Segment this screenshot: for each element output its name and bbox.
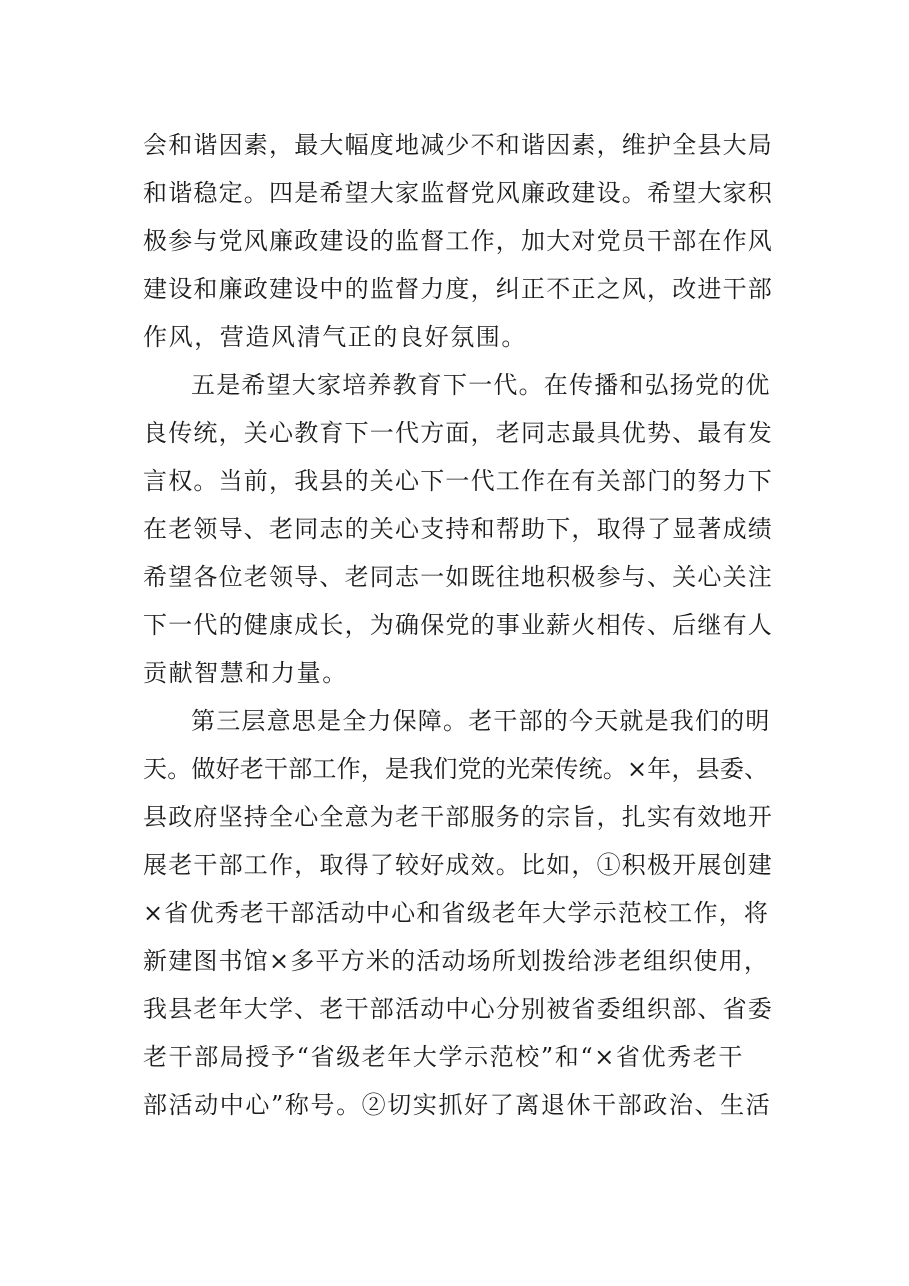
text-line: 会和谐因素，最大幅度地减少不和谐因素，维护全县大局 — [143, 131, 773, 159]
text-line: 下一代的健康成长，为确保党的事业薪火相传、后继有人 — [143, 611, 773, 639]
text-line: 和谐稳定。四是希望大家监督党风廉政建设。希望大家积 — [143, 179, 773, 207]
text-line: 老干部局授予“省级老年大学示范校”和“×省优秀老干 — [143, 1043, 744, 1071]
text-line: 展老干部工作，取得了较好成效。比如，①积极开展创建 — [143, 851, 773, 879]
text-line: 言权。当前，我县的关心下一代工作在有关部门的努力下 — [143, 467, 773, 495]
text-line: 我县老年大学、老干部活动中心分别被省委组织部、省委 — [143, 995, 773, 1023]
text-line: 部活动中心”称号。②切实抓好了离退休干部政治、生活 — [143, 1091, 772, 1119]
text-line: ×省优秀老干部活动中心和省级老年大学示范校工作，将 — [143, 899, 770, 927]
text-line: 建设和廉政建设中的监督力度，纠正不正之风，改进干部 — [143, 275, 773, 303]
text-line: 在老领导、老同志的关心支持和帮助下，取得了显著成绩 — [143, 515, 773, 543]
text-line: 贡献智慧和力量。 — [143, 659, 348, 687]
text-line: 县政府坚持全心全意为老干部服务的宗旨，扎实有效地开 — [143, 803, 773, 831]
paragraph-first-line: 第三层意思是全力保障。老干部的今天就是我们的明 — [191, 707, 771, 735]
text-line: 新建图书馆×多平方米的活动场所划拨给涉老组织使用， — [143, 947, 770, 975]
text-line: 天。做好老干部工作，是我们党的光荣传统。×年，县委、 — [143, 755, 769, 783]
text-line: 作风，营造风清气正的良好氛围。 — [143, 323, 527, 351]
text-line: 极参与党风廉政建设的监督工作，加大对党员干部在作风 — [143, 227, 773, 255]
paragraph-first-line: 五是希望大家培养教育下一代。在传播和弘扬党的优 — [191, 371, 771, 399]
document-body — [143, 121, 773, 1129]
text-line: 良传统，关心教育下一代方面，老同志最具优势、最有发 — [143, 419, 773, 447]
text-line: 希望各位老领导、老同志一如既往地积极参与、关心关注 — [143, 563, 773, 591]
